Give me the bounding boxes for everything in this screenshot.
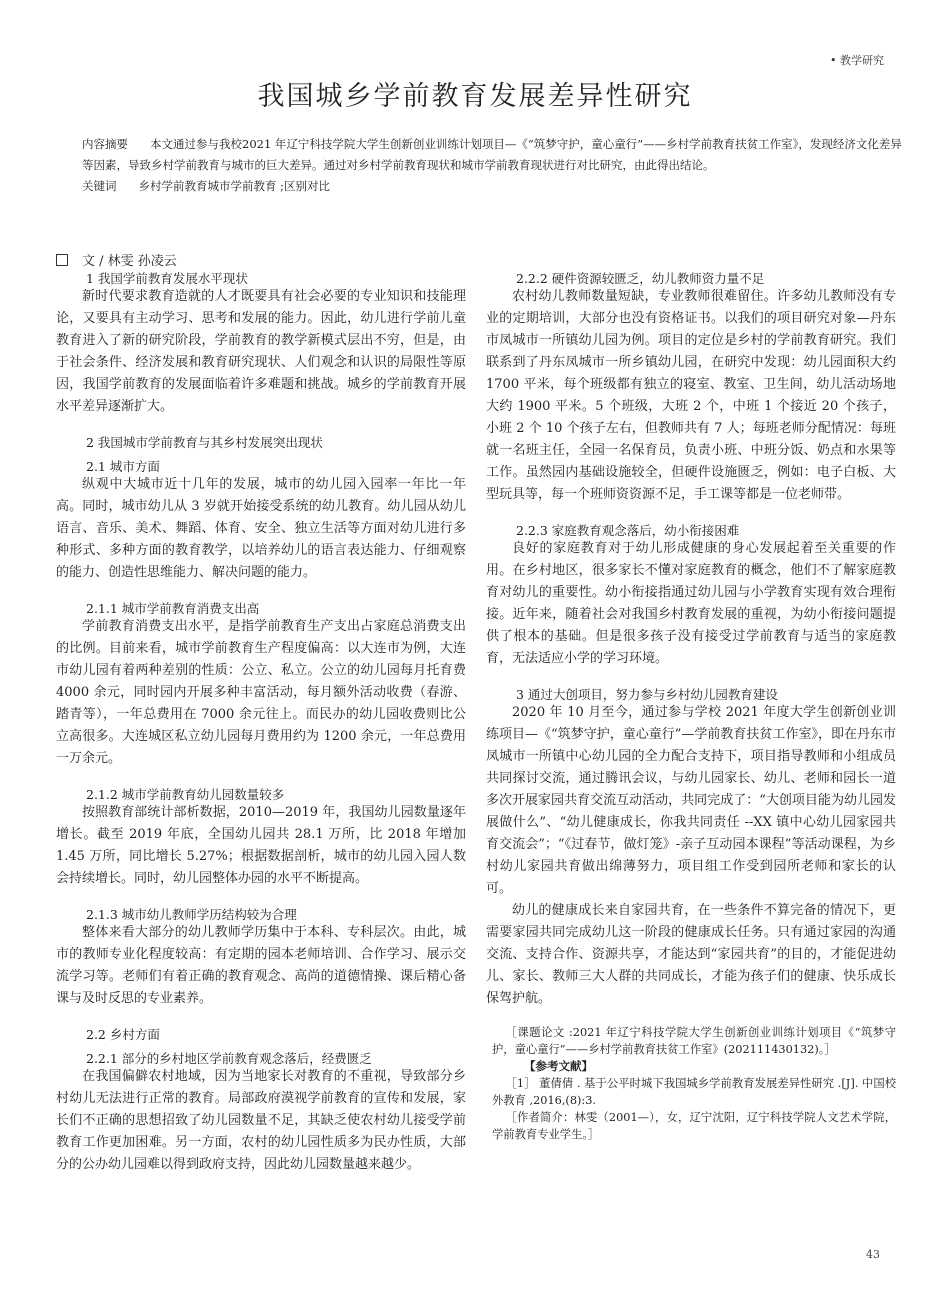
keywords-line [82, 176, 912, 197]
page-number: 43 [866, 1248, 880, 1261]
right-column [486, 268, 896, 1143]
section-heading: 2 我国城市学前教育与其乡村发展突出现状 [86, 435, 323, 450]
abstract-label: 内容摘要 [82, 137, 128, 151]
section-heading: 2.1.2 城市学前教育幼儿园数量较多 [86, 787, 285, 802]
body-paragraph: 良好的家庭教育对于幼儿形成健康的身心发展起着至关重要的作用。在乡村地区，很多家长不懂对家庭教育的概念，他们不了解家庭教育对幼儿的重要性。幼小衔接指通过幼儿园与小学教育实现有效合理衔接。近年来，随着社会对我国乡村教育发展的重视，为幼小衔接问题提供了根本的基础。但是很多孩子没有接受过学前教育与适当的家庭教育，无法适应小学的学习环境。 [486, 541, 896, 666]
reference-item: ［1］ 董倩倩 . 基于公平时城下我国城乡学前教育发展差异性研究 .[J]. 中国校外教育 ,2016,(8):3. [492, 1077, 896, 1107]
body-paragraph: 幼儿的健康成长来自家园共育，在一些条件不算完备的情况下，更需要家园共同完成幼儿这一阶段的健康成长任务。只有通过家园的沟通交流、支持合作、资源共享，才能达到“家园共育”的目的，才能促进幼儿、家长、教师三大人群的共同成长，才能为孩子们的健康、快乐成长保驾护航。 [486, 903, 896, 1006]
section-heading: 2.2.2 硬件资源较匮乏，幼儿教师资力量不足 [516, 271, 765, 286]
body-paragraph: 农村幼儿教师数量短缺，专业教师很难留住。许多幼儿教师没有专业的定期培训，大部分也没有资格证书。以我们的项目研究对象—丹东市凤城市一所镇幼儿园为例。项目的定位是乡村的学前教育研究。我们联系到了丹东凤城市一所乡镇幼儿园，在研究中发现：幼儿园面积大约 1700 平米，每个班级都有独立的寝室、教室、卫生间，幼儿活动场地大约 1900 平米。5 个班级，大班 2 个，中班 1 个接近 20 个孩子，小班 2 个 10 个孩子左右，但教师共有 7 人；每班老师分配情况：每班就一名班主任，全园一名保育员，负责小班、中班分饭、奶点和水果等工作。虽然园内基础设施较全，但硬件设施匮乏，例如：电子白板、大型玩具等，每一个班师资资源不足，手工课等都是一位老师带。 [486, 289, 896, 502]
section-heading: 1 我国学前教育发展水平现状 [86, 271, 248, 286]
left-column [56, 268, 466, 1176]
section-heading: 2.2.1 部分的乡村地区学前教育观念落后，经费匮乏 [86, 1051, 372, 1066]
section-heading: 2.1.3 城市幼儿教师学历结构较为合理 [86, 907, 297, 922]
square-icon [56, 254, 68, 266]
abstract-paragraph [82, 134, 912, 176]
keywords-label: 关键词 [82, 179, 117, 193]
right-column-body [486, 268, 896, 1010]
section-heading: 2.1 城市方面 [86, 459, 160, 474]
references-heading: 【参考文献】 [524, 1059, 593, 1073]
body-paragraph: 2020 年 10 月至今，通过参与学校 2021 年度大学生创新创业训练项目—《“筑梦守护，童心童行”—学前教育扶贫工作室》，即在丹东市凤城市一所镇中心幼儿园的全力配合支持下，项目指导教师和小组成员共同探讨交流，通过腾讯会议，与幼儿园家长、幼儿、老师和园长一道多次开展家园共育交流互动活动，共同完成了：“大创项目能为幼儿园发展做什么”、“幼儿健康成长，你我共同责任 --XX 镇中心幼儿园家园共育交流会”；“《过春节，做灯笼》-亲子互动园本课程”等活动课程，为乡村幼儿家园共育做出绵薄努力，项目组工作受到园所老师和家长的认可。 [486, 705, 896, 896]
body-paragraph: 整体来看大部分的幼儿教师学历集中于本科、专科层次。由此，城市的教师专业化程度较高：有定期的园本老师培训、合作学习、展示交流学习等。老师们有着正确的教育观念、高尚的道德情操、课后精心备课与及时反思的专业素养。 [56, 925, 466, 1006]
keywords-text: 乡村学前教育城市学前教育 ;区别对比 [138, 179, 331, 193]
author-line [56, 250, 177, 269]
fund-note: ［课题论文 :2021 年辽宁科技学院大学生创新创业训练计划项目《“筑梦守护，童心童行”——乡村学前教育扶贫工作室》(202111430132)。］ [492, 1026, 896, 1056]
body-paragraph: 在我国偏僻农村地域，因为当地家长对教育的不重视，导致部分乡村幼儿无法进行正常的教育。局部政府漠视学前教育的宣传和发展，家长们不正确的思想招致了幼儿园数量不足，其缺乏使农村幼儿接受学前教育工作更加困难。另一方面，农村的幼儿园性质多为民办性质，大部分的公办幼儿园难以得到政府支持，因此幼儿园数量越来越少。 [56, 1069, 466, 1172]
section-heading: 3 通过大创项目，努力参与乡村幼儿园教育建设 [516, 687, 778, 702]
body-paragraph: 纵观中大城市近十几年的发展，城市的幼儿园入园率一年比一年高。同时，城市幼儿从 3 岁就开始接受系统的幼儿教育。幼儿园从幼儿语言、音乐、美术、舞蹈、体育、安全、独立生活等方面对幼儿进行多种形式、多种方面的教育教学，以培养幼儿的语言表达能力、仔细观察的能力、创造性思维能力、解决问题的能力。 [56, 477, 466, 580]
article-title: 我国城乡学前教育发展差异性研究 [257, 81, 693, 112]
section-heading: 2.2 乡村方面 [86, 1027, 160, 1042]
author-bio: ［作者简介：林雯（2001—），女，辽宁沈阳，辽宁科技学院人文艺术学院，学前教育专业学生。］ [492, 1111, 896, 1141]
section-heading: 2.1.1 城市学前教育消费支出高 [86, 601, 260, 616]
body-paragraph: 新时代要求教育造就的人才既要具有社会必要的专业知识和技能理论，又要具有主动学习、思考和发展的能力。因此，幼儿进行学前儿童教育进入了新的研究阶段，学前教育的教学新模式层出不穷，但是，由于社会条件、经济发展和教育研究现状、人们观念和认识的局限性等原因，我国学前教育的发展面临着许多难题和挑战。城乡的学前教育开展水平差异逐渐扩大。 [56, 289, 466, 414]
author-names: 文 / 林雯 孙凌云 [82, 254, 177, 269]
body-paragraph: 按照教育部统计部析数据，2010—2019 年，我国幼儿园数量逐年增长。截至 2019 年底，全国幼儿园共 28.1 万所，比 2018 年增加 1.45 万所，同比增长 5.27%；根据数据剖析，城市的幼儿园入园人数会持续增长。同时，幼儿园整体办园的水平不断提高。 [56, 805, 466, 886]
references-block [486, 1024, 896, 1143]
body-paragraph: 学前教育消费支出水平，是指学前教育生产支出占家庭总消费支出的比例。目前来看，城市学前教育生产程度偏高：以大连市为例，大连市幼儿园有着两种差别的性质：公立、私立。公立的幼儿园每月托育费 4000 余元，同时园内开展多种丰富活动，每月额外活动收费（春游、踏青等），一年总费用在 7000 余元往上。而民办的幼儿园收费则比公立高很多。大连城区私立幼儿园每月费用约为 1200 余元，一年总费用一万余元。 [56, 619, 466, 766]
section-heading: 2.2.3 家庭教育观念落后，幼小衔接困难 [516, 523, 740, 538]
abstract-block [82, 134, 912, 197]
section-tag: • 教学研究 [830, 54, 884, 67]
abstract-text: 本文通过参与我校2021 年辽宁科技学院大学生创新创业训练计划项目—《“筑梦守护，童心童行”——乡村学前教育扶贫工作室》，发现经济文化差异等因素，导致乡村学前教育与城市的巨大差异。通过对乡村学前教育现状和城市学前教育现状进行对比研究，由此得出结论。 [82, 137, 902, 172]
